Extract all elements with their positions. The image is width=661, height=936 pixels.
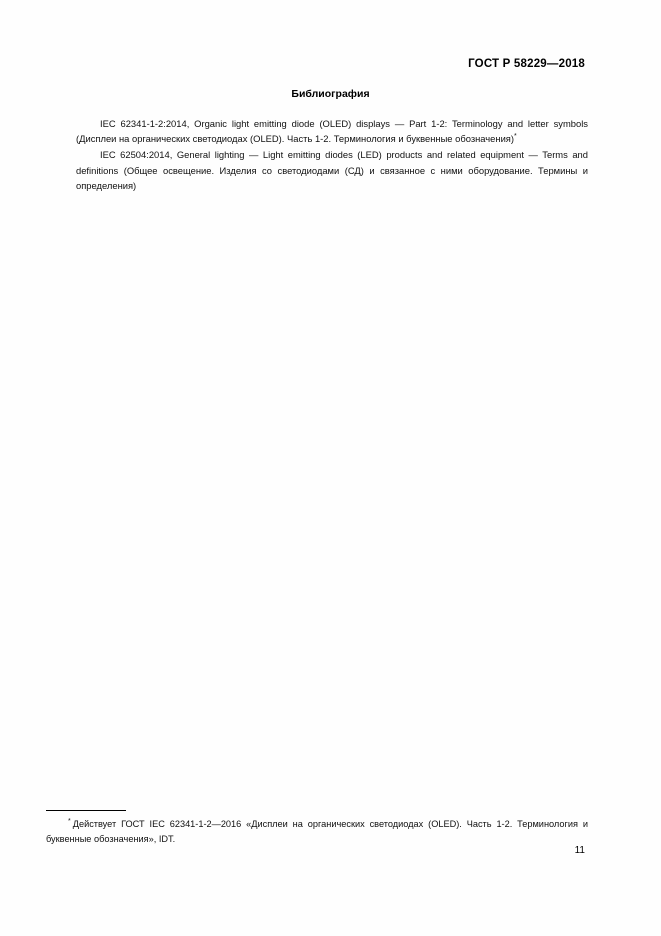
page-title: Библиография [291,88,370,100]
list-item [76,116,588,146]
footnote-text: Действует ГОСТ IEC 62341-1-2—2016 «Дисплеи на органических светодиодах (OLED). Часть 1-2. Терминология и буквенные обозначения», IDT. [46,819,588,844]
bibliography-list [76,116,588,193]
footnote-divider [46,810,126,811]
bibliography-entry-1-text: IEC 62341-1-2:2014, Organic light emitting diode (OLED) displays — Part 1-2: Terminology and letter symbols (Дисплеи на органических светодиодах (OLED). Часть 1-2. Терминология и буквенные обозначения) [76,118,588,145]
page-number: 11 [574,845,585,856]
bibliography-entry-2-text: IEC 62504:2014, General lighting — Light emitting diodes (LED) products and related equipment — Terms and definitions (Общее освещение. Изделия со светодиодами (СД) и связанное с ними оборудование. Термины и определения) [76,149,588,191]
footnote [46,817,588,846]
footnote-marker: * [68,817,71,825]
footnote-reference-marker: * [514,133,517,141]
list-item [76,147,588,193]
standard-header: ГОСТ Р 58229—2018 [468,58,585,70]
